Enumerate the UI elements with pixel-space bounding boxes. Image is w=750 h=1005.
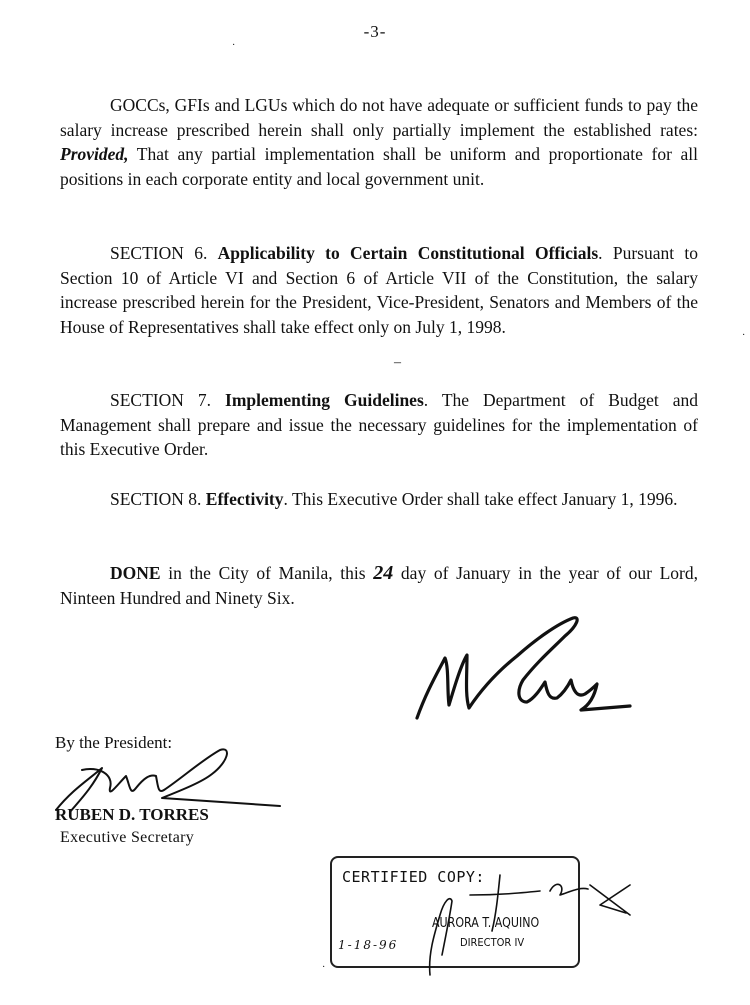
provided-term: Provided, (60, 144, 129, 165)
section-8-heading: Effectivity (205, 489, 284, 509)
stamp-official-office: DIRECTOR IV (460, 936, 525, 949)
certifier-signature (400, 865, 635, 980)
section-7-text: . The Department of Budget and Management shall prepare and issue the necessary guidelines for the implementation of this Executive Order. (60, 390, 699, 460)
stamp-date: 1-18-96 (338, 938, 399, 952)
done-paragraph (60, 561, 698, 610)
speck-mark: · (742, 330, 746, 341)
by-the-president: By the President: (55, 733, 173, 752)
stamp-heading: CERTIFIED COPY: (342, 868, 485, 886)
stray-mark: – (394, 355, 401, 370)
done-word: DONE (110, 563, 161, 583)
section-6-label: SECTION 6. (110, 243, 218, 263)
section-6-heading: Applicability to Certain Constitutional Officials (217, 243, 599, 263)
p1-text-a: GOCCs, GFIs and LGUs which do not have adequate or sufficient funds to pay the salary increase prescribed herein shall only partially implement the established rates: (60, 95, 698, 140)
p1-text-b: That any partial implementation shall be uniform and proportionate for all positions in each corporate entity and local government unit. (60, 144, 698, 189)
secretary-title: Executive Secretary (60, 829, 195, 846)
section-7-label: SECTION 7. (110, 390, 226, 410)
secretary-name: RUBEN D. TORRES (55, 805, 209, 824)
section-7-heading: Implementing Guidelines (225, 390, 424, 410)
stamp-official-name: AURORA T. AQUINO (432, 916, 540, 931)
done-text-a: in the City of Manila, this (160, 563, 374, 583)
done-text-b: day of January in the year of our Lord, Ninteen Hundred and Ninety Six. (60, 563, 699, 608)
speck-mark: · (232, 40, 236, 51)
section-8-label: SECTION 8. (110, 489, 206, 509)
page-number: -3- (363, 22, 387, 41)
speck-mark: · (322, 962, 326, 973)
president-signature (405, 610, 635, 730)
paragraph-partial-implementation (60, 93, 698, 191)
section-6-text: . Pursuant to Section 10 of Article VI and Section 6 of Article VII of the Constitution, the salary increase prescribed herein for the President, Vice-President, Senators and Members of the House of Representatives shall take effect only on July 1, 1998. (60, 243, 698, 337)
section-7-paragraph (60, 388, 698, 462)
section-8-paragraph (60, 487, 698, 512)
section-6-paragraph (60, 241, 698, 339)
section-8-text: . This Executive Order shall take effect January 1, 1996. (283, 489, 678, 509)
handwritten-day: 24 (373, 562, 394, 584)
